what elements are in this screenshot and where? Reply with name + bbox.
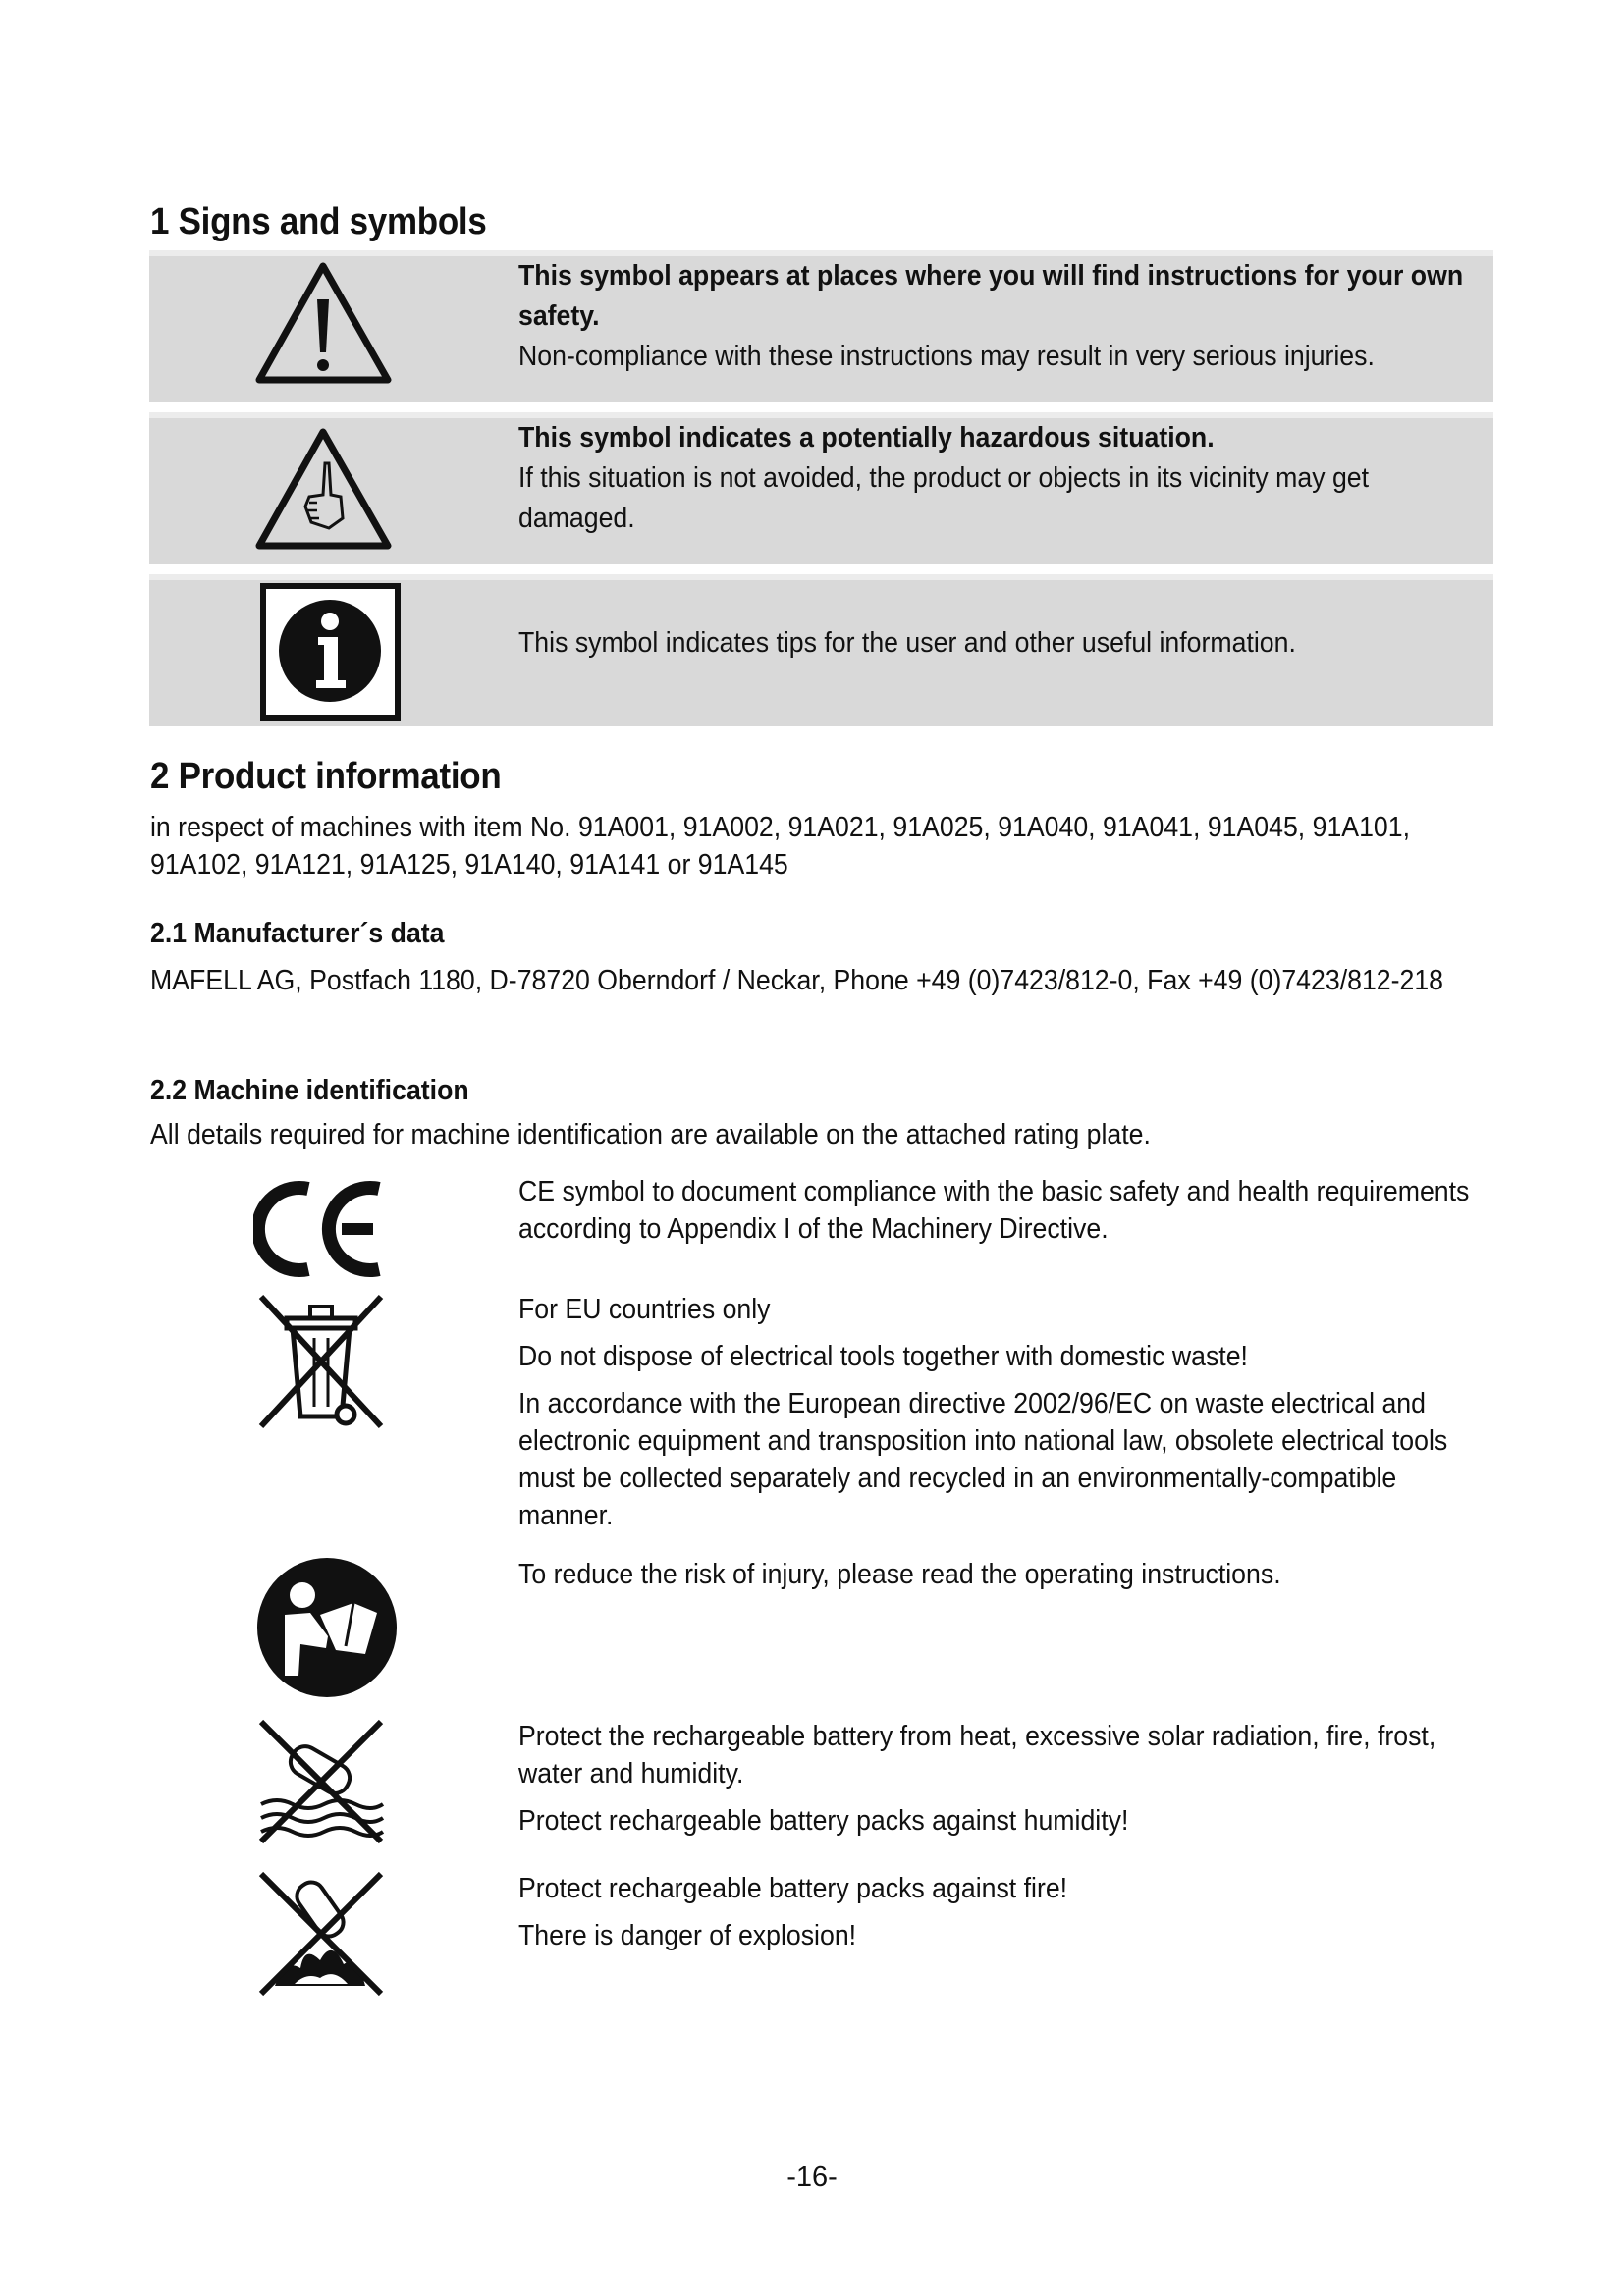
page-number: -16-: [786, 2162, 838, 2193]
symbol-text: There is danger of explosion!: [518, 1920, 857, 1951]
symbol-text: If this situation is not avoided, the product or objects in its vicinity may get damaged.: [518, 462, 1370, 534]
symbol-band-hazard: [149, 412, 1493, 564]
symbol-band-info: [149, 574, 1493, 726]
symbol-text: In accordance with the European directive 2002/96/EC on waste electrical and electronic equipment and transposition into national law, obsolete electrical tools must be collected separately and recycled in an environmentally-compatible manner.: [518, 1388, 1448, 1531]
symbol-description: [518, 623, 1476, 664]
identification-text: All details required for machine identification are available on the attached rating plate.: [150, 1119, 1151, 1150]
symbol-description: [518, 418, 1476, 539]
symbol-band-safety: [149, 250, 1493, 402]
section-heading: 2 Product information: [150, 756, 502, 797]
symbol-description: [518, 1173, 1485, 1257]
symbol-description: [518, 1556, 1485, 1603]
symbol-description: [518, 256, 1476, 377]
symbol-text: Protect rechargeable battery packs against humidity!: [518, 1805, 1129, 1837]
symbol-text: CE symbol to document compliance with the basic safety and health requirements according to Appendix I of the Machinery Directive.: [518, 1176, 1470, 1245]
crossed-out-bin-icon: [255, 1291, 388, 1433]
subsection-heading: 2.2 Machine identification: [150, 1075, 469, 1106]
symbol-description: [518, 1870, 1485, 1964]
battery-no-water-icon: [255, 1718, 388, 1845]
info-icon: [259, 582, 402, 721]
symbol-text: This symbol indicates tips for the user and other useful information.: [518, 627, 1296, 659]
symbol-bold-text: This symbol indicates a potentially hazardous situation.: [518, 422, 1215, 454]
ce-mark-icon: [253, 1177, 391, 1280]
caution-hand-triangle-icon: [252, 424, 395, 557]
symbol-bold-text: This symbol appears at places where you will find instructions for your own safety.: [518, 260, 1464, 332]
battery-no-fire-icon: [255, 1870, 388, 1998]
symbol-text: Non-compliance with these instructions may result in very serious injuries.: [518, 341, 1375, 372]
symbol-text: To reduce the risk of injury, please read the operating instructions.: [518, 1559, 1281, 1590]
symbol-text: For EU countries only: [518, 1294, 771, 1325]
warning-triangle-exclamation-icon: [252, 258, 395, 391]
symbol-text: Do not dispose of electrical tools together with domestic waste!: [518, 1341, 1248, 1372]
read-manual-icon: [255, 1556, 399, 1699]
symbol-description: [518, 1718, 1485, 1849]
manufacturer-text: MAFELL AG, Postfach 1180, D-78720 Oberndorf / Neckar, Phone +49 (0)7423/812-0, Fax +49 (0)7423/812-218: [150, 965, 1444, 996]
product-item-numbers: in respect of machines with item No. 91A001, 91A002, 91A021, 91A025, 91A040, 91A041, 91A045, 91A101, 91A102, 91A121, 91A125, 91A140, 91A141 or 91A145: [150, 812, 1411, 881]
symbol-description: [518, 1291, 1485, 1544]
subsection-heading: 2.1 Manufacturer´s data: [150, 918, 445, 949]
symbol-text: Protect the rechargeable battery from heat, excessive solar radiation, fire, frost, water and humidity.: [518, 1721, 1436, 1789]
symbol-text: Protect rechargeable battery packs against fire!: [518, 1873, 1068, 1904]
section-heading: 1 Signs and symbols: [150, 201, 487, 242]
